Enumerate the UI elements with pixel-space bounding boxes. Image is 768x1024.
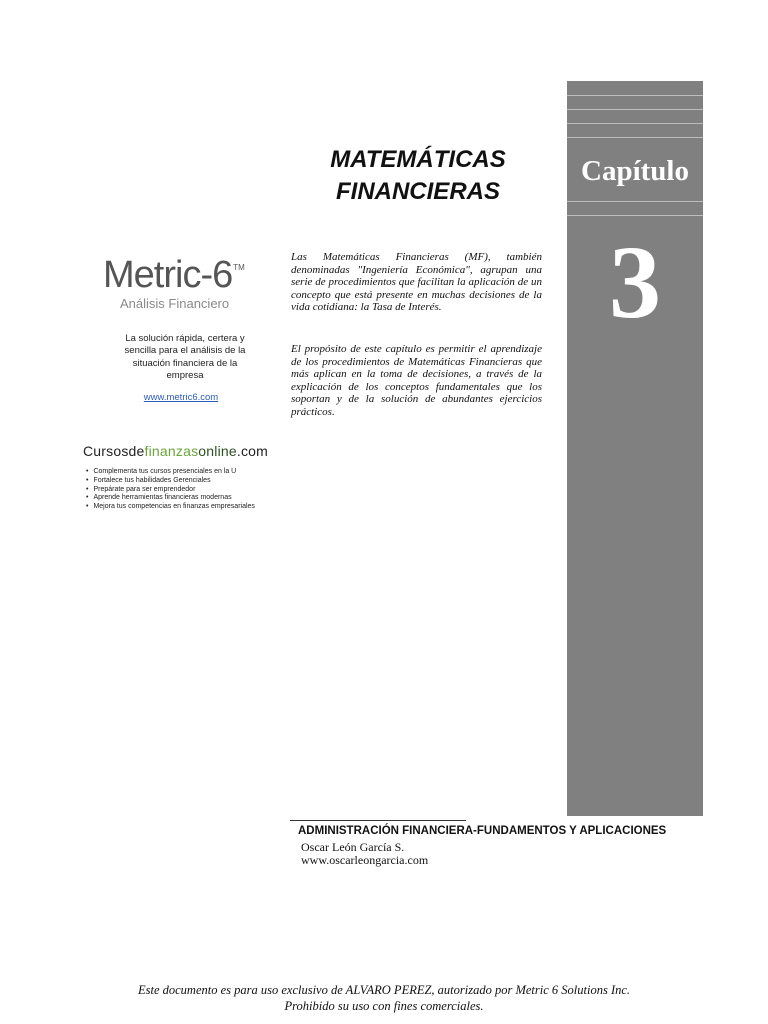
brand-part: .com — [236, 443, 268, 459]
title-line-2: FINANCIERAS — [335, 178, 500, 205]
book-title: ADMINISTRACIÓN FINANCIERA-FUNDAMENTOS Y APLICACIONES — [298, 825, 667, 837]
band-divider — [567, 201, 703, 202]
book-author: Oscar León García S. — [301, 840, 405, 854]
intro-paragraph-2: El propósito de este capítulo es permitir el aprendizaje de los procedimientos de Matemáticas Financieras que más aplican en la toma de decisiones, a través de la explicación de los conceptos fundamentales que los soportan y de la solución de abundantes ejercicios prácticos. — [291, 343, 542, 418]
list-item: • Aprende herramientas financieras modernas — [86, 494, 255, 503]
disclaimer-line-2: Prohibido su uso con fines comerciales. — [284, 999, 484, 1013]
chapter-band — [567, 81, 703, 816]
tagline-line: sencilla para el análisis de la — [124, 345, 246, 357]
metric6-subtitle: Análisis Financiero — [120, 296, 230, 311]
metric6-tagline — [110, 333, 260, 383]
brand-part: finanzas — [144, 443, 199, 459]
chapter-label: Capítulo — [581, 155, 689, 187]
tagline-line: situación financiera de la — [132, 357, 238, 369]
metric6-logo — [103, 255, 245, 295]
list-item: • Fortalece tus habilidades Gerenciales — [86, 477, 255, 486]
tagline-line: empresa — [166, 370, 204, 382]
brand-part: online — [198, 443, 237, 459]
usage-disclaimer — [0, 982, 768, 1014]
band-divider — [567, 123, 703, 124]
page-title — [290, 144, 546, 208]
footnote-rule — [290, 820, 466, 821]
metric6-logo-text: Metric-6 — [103, 254, 233, 296]
list-item: • Prepárate para ser emprendedor — [86, 486, 255, 495]
intro-paragraph-1: Las Matemáticas Financieras (MF), también denominadas "Ingeniería Económica", agrupan una serie de procedimientos que facilitan la aplicación de un concepto que está presente en muchas decisiones de la vida cotidiana: la Tasa de Interés. — [291, 251, 542, 314]
chapter-number: 3 — [609, 225, 661, 340]
band-divider — [567, 95, 703, 96]
list-item: • Mejora tus competencias en finanzas empresariales — [86, 503, 255, 512]
cursos-benefits-list — [86, 468, 255, 512]
band-divider — [567, 137, 703, 138]
author-website[interactable]: www.oscarleongarcia.com — [301, 853, 429, 867]
list-item: • Complementa tus cursos presenciales en la U — [86, 468, 255, 477]
disclaimer-line-1: Este documento es para uso exclusivo de ALVARO PEREZ, autorizado por Metric 6 Solutions Inc. — [137, 983, 631, 997]
cursos-brand-logo — [83, 443, 268, 459]
band-divider — [567, 109, 703, 110]
tagline-line: La solución rápida, certera y — [125, 333, 245, 344]
brand-part: Cursosde — [83, 443, 145, 459]
title-line-1: MATEMÁTICAS — [330, 146, 506, 173]
band-divider — [567, 215, 703, 216]
metric6-link[interactable]: www.metric6.com — [143, 392, 219, 403]
trademark-mark: TM — [233, 263, 245, 272]
